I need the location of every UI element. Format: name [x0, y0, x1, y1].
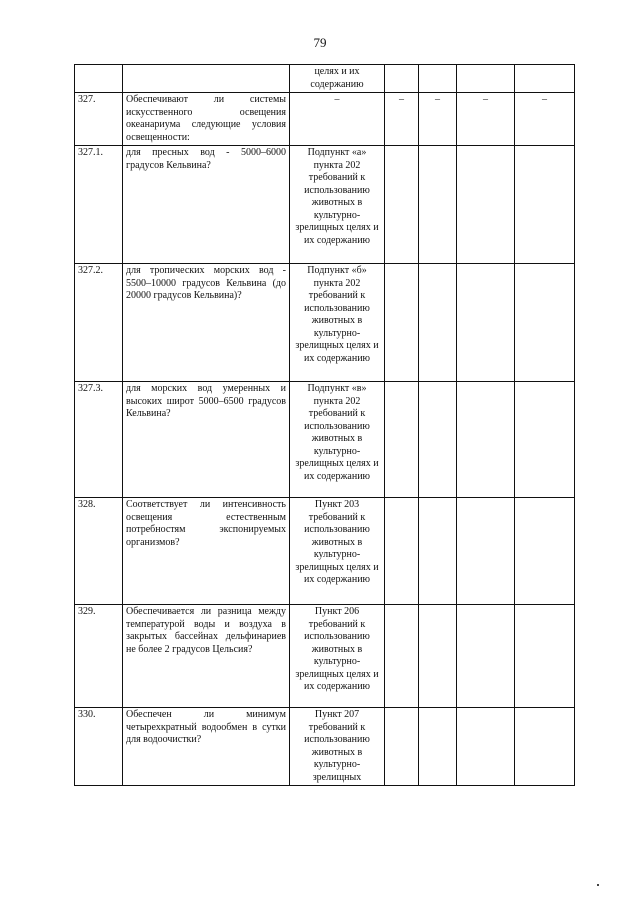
answer-cell	[385, 708, 419, 786]
checklist-table	[74, 64, 575, 786]
answer-cell	[385, 146, 419, 264]
answer-cell	[385, 264, 419, 382]
row-number: 329.	[75, 605, 123, 708]
requirement-reference: целях и их содержанию	[290, 65, 385, 93]
question-text: Обеспечен ли минимум четырехкратный водообмен в сутки для водоочистки?	[123, 708, 290, 786]
requirement-reference: Подпункт «в» пункта 202 требований к использованию животных в культурно-зрелищных целях и их содержанию	[290, 382, 385, 498]
requirement-reference: Пункт 207 требований к использованию животных в культурно-зрелищных	[290, 708, 385, 786]
answer-cell	[385, 382, 419, 498]
question-text: для тропических морских вод - 5500–10000 градусов Кельвина (до 20000 градусов Кельвина)?	[123, 264, 290, 382]
requirement-reference: –	[290, 93, 385, 146]
answer-cell	[457, 382, 515, 498]
answer-cell	[515, 146, 575, 264]
row-number: 330.	[75, 708, 123, 786]
table-row	[75, 264, 575, 382]
question-text: для пресных вод - 5000–6000 градусов Кельвина?	[123, 146, 290, 264]
answer-cell: –	[457, 93, 515, 146]
answer-cell	[419, 146, 457, 264]
answer-cell	[385, 65, 419, 93]
row-number: 327.3.	[75, 382, 123, 498]
answer-cell	[515, 382, 575, 498]
requirement-reference: Подпункт «а» пункта 202 требований к использованию животных в культурно-зрелищных целях и их содержанию	[290, 146, 385, 264]
question-text: для морских вод умеренных и высоких широт 5000–6500 градусов Кельвина?	[123, 382, 290, 498]
answer-cell	[419, 65, 457, 93]
page-number: 79	[313, 35, 327, 50]
answer-cell	[515, 264, 575, 382]
table-row	[75, 498, 575, 605]
answer-cell	[419, 382, 457, 498]
question-text: Соответствует ли интенсивность освещения естественным потребностям экспонируемых организмов?	[123, 498, 290, 605]
answer-cell	[419, 498, 457, 605]
answer-cell: –	[385, 93, 419, 146]
answer-cell: –	[419, 93, 457, 146]
answer-cell	[457, 605, 515, 708]
row-number	[75, 65, 123, 93]
table-row	[75, 65, 575, 93]
answer-cell	[419, 264, 457, 382]
answer-cell	[457, 498, 515, 605]
table-row	[75, 146, 575, 264]
table-row	[75, 708, 575, 786]
answer-cell	[515, 498, 575, 605]
answer-cell	[385, 498, 419, 605]
scan-speck	[597, 884, 599, 886]
row-number: 328.	[75, 498, 123, 605]
table-row	[75, 605, 575, 708]
answer-cell	[419, 605, 457, 708]
answer-cell	[457, 264, 515, 382]
question-text	[123, 65, 290, 93]
answer-cell	[385, 605, 419, 708]
question-text: Обеспечивают ли системы искусственного освещения океанариума следующие условия освещенности:	[123, 93, 290, 146]
row-number: 327.1.	[75, 146, 123, 264]
row-number: 327.	[75, 93, 123, 146]
answer-cell	[515, 708, 575, 786]
answer-cell	[419, 708, 457, 786]
table-row	[75, 382, 575, 498]
requirement-reference: Подпункт «б» пункта 202 требований к использованию животных в культурно-зрелищных целях и их содержанию	[290, 264, 385, 382]
table-row	[75, 93, 575, 146]
answer-cell: –	[515, 93, 575, 146]
row-number: 327.2.	[75, 264, 123, 382]
answer-cell	[457, 708, 515, 786]
answer-cell	[515, 605, 575, 708]
question-text: Обеспечивается ли разница между температурой воды и воздуха в закрытых бассейнах дельфинариев не более 2 градусов Цельсия?	[123, 605, 290, 708]
answer-cell	[457, 65, 515, 93]
requirement-reference: Пункт 203 требований к использованию животных в культурно-зрелищных целях и их содержанию	[290, 498, 385, 605]
answer-cell	[457, 146, 515, 264]
answer-cell	[515, 65, 575, 93]
requirement-reference: Пункт 206 требований к использованию животных в культурно-зрелищных целях и их содержанию	[290, 605, 385, 708]
